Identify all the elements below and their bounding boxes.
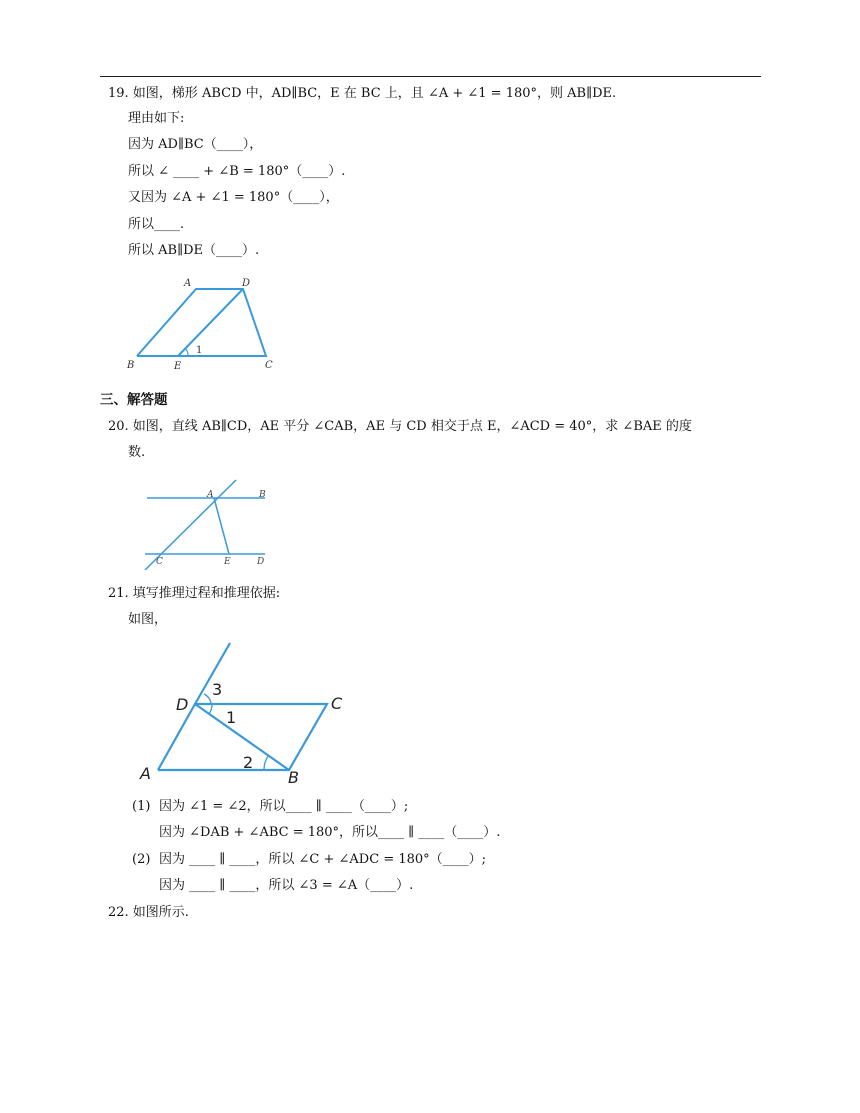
q19-line-4: 又因为 ∠A + ∠1 = 180°（____）， — [128, 190, 339, 205]
q19-line-1: 理由如下: — [128, 111, 185, 126]
label-b: B — [127, 360, 135, 371]
label-d: D — [242, 278, 251, 289]
q21-part2-line-1: 因为 ____ ∥ ____，所以 ∠C + ∠ADC = 180°（____）; — [159, 852, 487, 867]
q19-line-6: 所以 AB∥DE（____）. — [128, 243, 260, 258]
label-angle-2: 2 — [243, 753, 254, 772]
segment-ae — [214, 498, 229, 554]
label-e: E — [174, 361, 182, 372]
angle-3-arc — [204, 694, 211, 704]
section-title: 三、解答题 — [100, 392, 168, 408]
q22-stem: 22. 如图所示. — [108, 905, 189, 920]
q19-line-3: 所以 ∠ ____ + ∠B = 180°（____）. — [128, 164, 346, 179]
q20-parallel-lines-figure — [140, 475, 272, 570]
q19-line-5: 所以____. — [128, 217, 185, 232]
label-c: C — [156, 557, 163, 567]
q21-stem: 21. 填写推理过程和推理依据: — [108, 586, 281, 601]
label-d: D — [176, 695, 189, 714]
label-c: C — [265, 360, 273, 371]
label-b: B — [259, 490, 266, 500]
q21-part2-line-2: 因为 ____ ∥ ____，所以 ∠3 = ∠A（____）. — [159, 878, 414, 893]
label-c: C — [331, 694, 343, 713]
q21-part2-number: (2) — [132, 852, 151, 867]
angle-1-arc — [185, 348, 188, 356]
q20-stem-line-2: 数. — [128, 445, 146, 460]
label-e: E — [224, 557, 231, 567]
label-angle-3: 3 — [212, 680, 223, 699]
angle-1-arc — [209, 704, 212, 714]
q21-part1-line-2: 因为 ∠DAB + ∠ABC = 180°，所以____ ∥ ____（____）. — [159, 825, 501, 840]
q21-sub: 如图， — [128, 612, 168, 627]
q19-trapezoid-figure — [120, 272, 285, 374]
q20-stem-line-1: 20. 如图，直线 AB∥CD，AE 平分 ∠CAB，AE 与 CD 相交于点 E，∠ACD = 40°，求 ∠BAE 的度 — [108, 419, 692, 434]
label-angle-1: 1 — [226, 708, 237, 727]
q19-line-2: 因为 AD∥BC（____）， — [128, 137, 263, 152]
label-d: D — [257, 557, 265, 567]
label-a: A — [207, 490, 214, 500]
q21-part1-line-1: 因为 ∠1 = ∠2，所以____ ∥ ____（____）; — [159, 799, 409, 814]
q21-parallelogram-figure — [138, 638, 358, 786]
q21-part1-number: (1) — [132, 799, 151, 814]
header-rule — [100, 76, 761, 77]
label-b: B — [288, 768, 299, 786]
angle-2-arc — [264, 756, 268, 770]
label-a: A — [140, 764, 151, 783]
q19-stem: 19. 如图，梯形 ABCD 中，AD∥BC，E 在 BC 上，且 ∠A + ∠1 = 180°，则 AB∥DE. — [108, 86, 617, 101]
label-angle-1: 1 — [196, 345, 203, 356]
label-a: A — [184, 278, 192, 289]
